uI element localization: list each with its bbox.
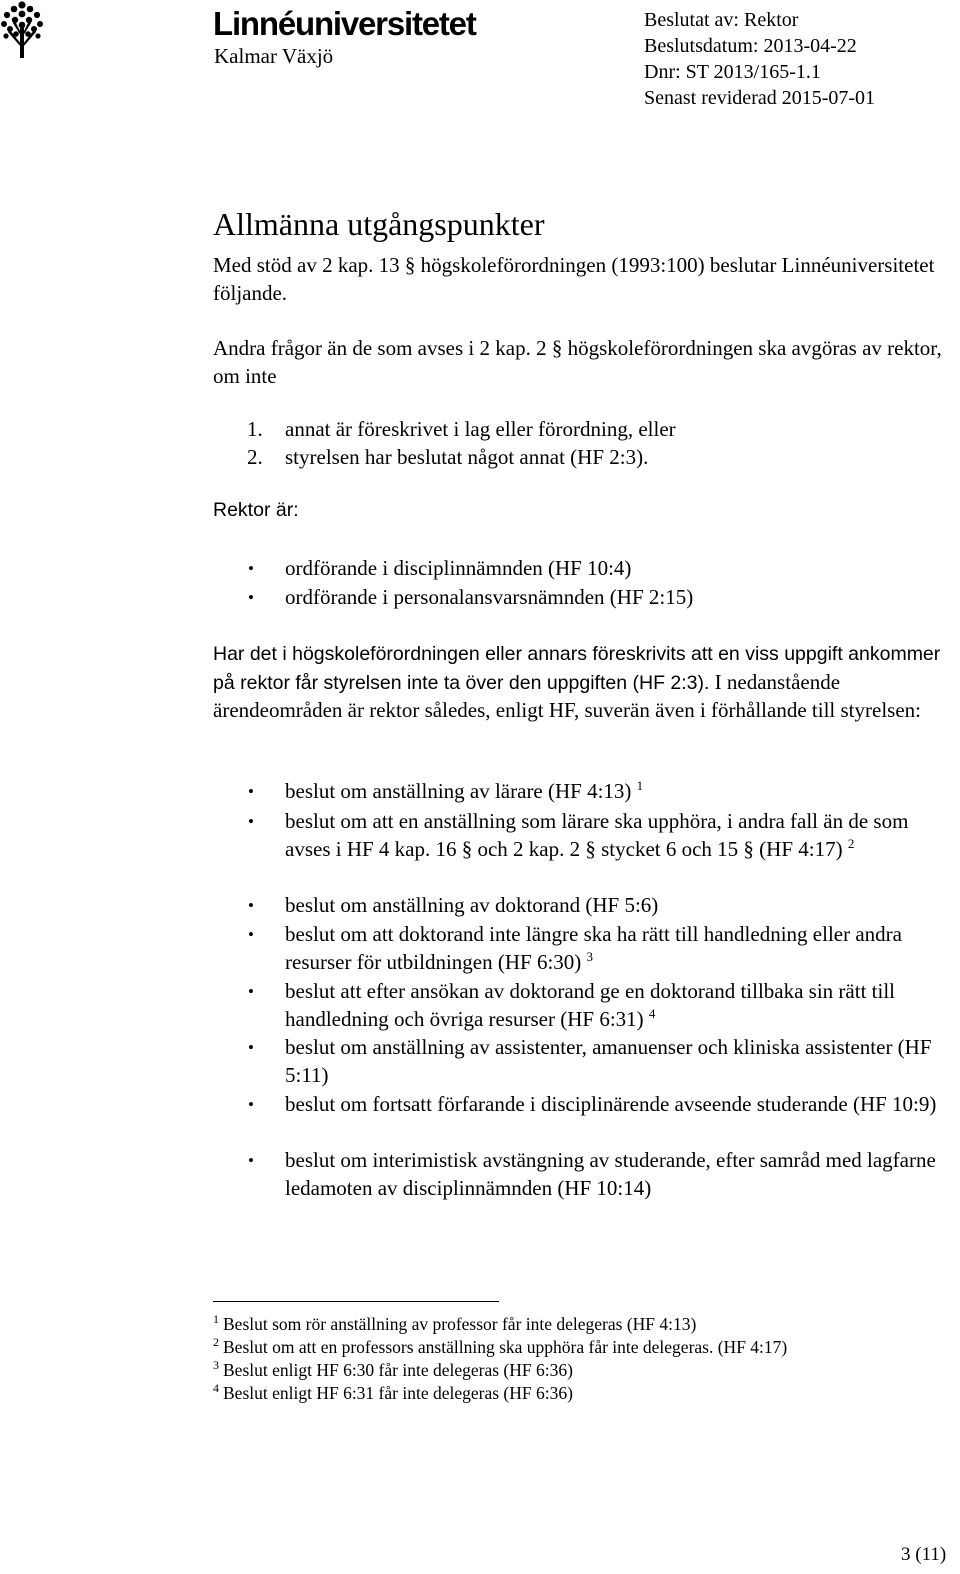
paragraph-other-questions: Andra frågor än de som avses i 2 kap. 2 § högskoleförordningen ska avgöras av rektor, om inte [213,336,942,388]
footnote-ref: 2 [847,835,855,851]
document-meta [644,7,875,111]
decision-text: beslut om anställning av lärare (HF 4:13) [285,779,632,803]
bullet-icon: • [248,1095,254,1114]
footnote-text: Beslut enligt HF 6:30 får inte delegeras (HF 6:36) [223,1360,573,1380]
list-number: 1. [247,417,263,441]
decision-date: Beslutsdatum: 2013-04-22 [644,35,857,57]
paragraph-sovereignty-end: I nedanstående ärendeområden är rektor således, enligt HF, suverän även i förhållande till styrelsen: [213,669,921,722]
last-revised: Senast reviderad 2015-07-01 [644,87,876,109]
list-item-text: styrelsen har beslutat något annat (HF 2:3). [285,445,649,469]
decision-text: beslut om anställning av assistenter, amanuenser och kliniska assistenter (HF 5:11) [285,1035,932,1087]
decision-text: beslut om interimistisk avstängning av studerande, efter samråd med lagfarne ledamoten av disciplinnämnden (HF 10:14) [285,1148,936,1200]
list-item-text: annat är föreskrivet i lag eller förordning, eller [285,417,676,441]
decision-text: beslut om att doktorand inte längre ska ha rätt till handledning eller andra resurser för utbildningen (HF 6:30) [285,922,902,974]
paragraph-sovereignty-start: Har det i högskoleförordningen eller annars föreskrivits att en viss uppgift ankommer på rektor får styrelsen inte ta över den uppgiften (HF 2:3). [213,643,941,694]
list-item-text [285,778,953,806]
list-item-text [285,1147,953,1202]
bullet-icon: • [248,1151,254,1170]
list-item-text [285,1091,953,1119]
page-number: 3 (11) [901,1544,947,1565]
decision-text: beslut om att en anställning som lärare ska upphöra, i andra fall än de som avses i HF 4 kap. 16 § och 2 kap. 2 § stycket 6 och 15 § (HF 4:17) [285,809,909,861]
list-item-text [285,978,953,1033]
list-number: 2. [247,445,263,469]
bullet-icon: • [248,588,254,607]
paragraph-mandate: Med stöd av 2 kap. 13 § högskoleförordningen (1993:100) beslutar Linnéuniversitetet följande. [213,253,935,305]
section-heading: Allmänna utgångspunkter [213,206,545,243]
footnote-number: 4 [213,1381,219,1396]
footnote-text: Beslut enligt HF 6:31 får inte delegeras (HF 6:36) [223,1383,573,1403]
footnote-number: 2 [213,1335,219,1350]
decision-text: beslut att efter ansökan av doktorand ge en doktorand tillbaka sin rätt till handledning och övriga resurser (HF 6:31) [285,979,895,1031]
footnote-text: Beslut om att en professors anställning ska upphöra får inte delegeras. (HF 4:17) [223,1337,788,1357]
bullet-icon: • [248,1038,254,1057]
list-item-text [285,921,953,976]
footnote-number: 3 [213,1358,219,1373]
list-item-text [285,892,953,920]
list-item-text: ordförande i disciplinnämnden (HF 10:4) [285,556,632,580]
bullet-icon: • [248,812,254,831]
bullet-icon: • [248,782,254,801]
bullet-icon: • [248,896,254,915]
paragraph-sovereignty [213,640,953,725]
list-item-text: ordförande i personalansvarsnämnden (HF 2:15) [285,585,694,609]
footnote-ref: 1 [636,778,644,794]
list-item-text [285,1034,953,1089]
bullet-icon: • [248,982,254,1001]
footnote-ref: 3 [586,948,594,964]
decision-text: beslut om anställning av doktorand (HF 5:6) [285,893,659,917]
footnote [213,1313,696,1335]
footnote [213,1336,787,1358]
registration-number: Dnr: ST 2013/165-1.1 [644,61,821,83]
university-campuses: Kalmar Växjö [214,44,334,68]
bullet-icon: • [248,925,254,944]
footnote-ref: 4 [648,1005,656,1021]
university-logo-tree-icon [0,0,44,62]
footnote-text: Beslut som rör anställning av professor får inte delegeras (HF 4:13) [223,1314,697,1334]
footnote [213,1382,573,1404]
university-name: Linnéuniversitetet [213,5,476,42]
rektor-label: Rektor är: [213,499,299,521]
footnote-number: 1 [213,1312,219,1327]
footnote-divider [213,1301,499,1302]
list-item-text [285,808,953,863]
footnote [213,1359,573,1381]
bullet-icon: • [248,559,254,578]
decided-by: Beslutat av: Rektor [644,9,799,31]
decision-text: beslut om fortsatt förfarande i disciplinärende avseende studerande (HF 10:9) [285,1092,937,1116]
